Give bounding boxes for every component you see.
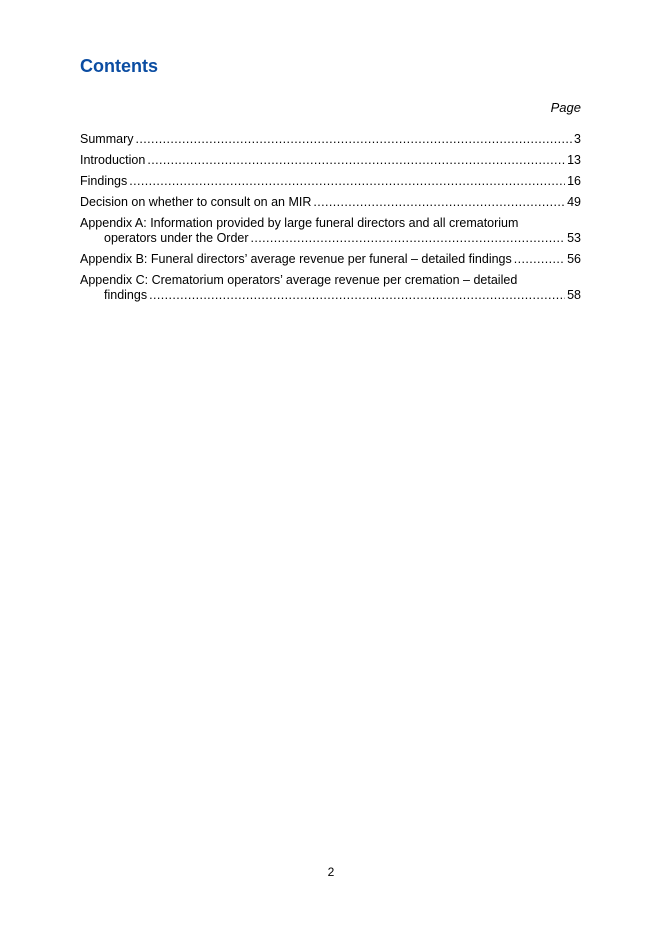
dot-leader	[514, 252, 565, 267]
dot-leader	[149, 288, 565, 303]
footer-page-number: 2	[327, 865, 335, 879]
toc-entry-page: 3	[574, 132, 581, 146]
dot-leader	[251, 231, 566, 246]
toc-entry-appendix-c[interactable]	[80, 273, 581, 303]
toc-entry-title-line1: Appendix A: Information provided by large funeral directors and all crematorium	[80, 216, 519, 230]
toc-entry-decision[interactable]	[80, 195, 581, 210]
toc-entry-title: Introduction	[80, 153, 146, 167]
toc-entry-page: 49	[567, 195, 581, 209]
dot-leader	[147, 153, 565, 168]
toc-entry-title-line2: findings	[104, 288, 148, 302]
table-of-contents	[80, 132, 581, 309]
toc-entry-summary[interactable]	[80, 132, 581, 147]
toc-entry-title: Decision on whether to consult on an MIR	[80, 195, 312, 209]
toc-entry-page: 53	[567, 231, 581, 245]
toc-entry-appendix-b[interactable]	[80, 252, 581, 267]
dot-leader	[135, 132, 572, 147]
dot-leader	[313, 195, 565, 210]
toc-entry-appendix-a[interactable]	[80, 216, 581, 246]
toc-entry-findings[interactable]	[80, 174, 581, 189]
page-column-header: Page	[550, 100, 581, 115]
dot-leader	[129, 174, 565, 189]
toc-entry-title: Findings	[80, 174, 128, 188]
toc-entry-title: Summary	[80, 132, 134, 146]
toc-entry-title: Appendix B: Funeral directors’ average revenue per funeral – detailed findings	[80, 252, 512, 266]
toc-entry-title-line2: operators under the Order	[104, 231, 249, 245]
contents-title: Contents	[80, 56, 158, 76]
toc-entry-page: 13	[567, 153, 581, 167]
toc-entry-page: 56	[567, 252, 581, 266]
toc-entry-page: 16	[567, 174, 581, 188]
toc-entry-introduction[interactable]	[80, 153, 581, 168]
toc-entry-title-line1: Appendix C: Crematorium operators’ average revenue per cremation – detailed	[80, 273, 518, 287]
toc-entry-page: 58	[567, 288, 581, 302]
